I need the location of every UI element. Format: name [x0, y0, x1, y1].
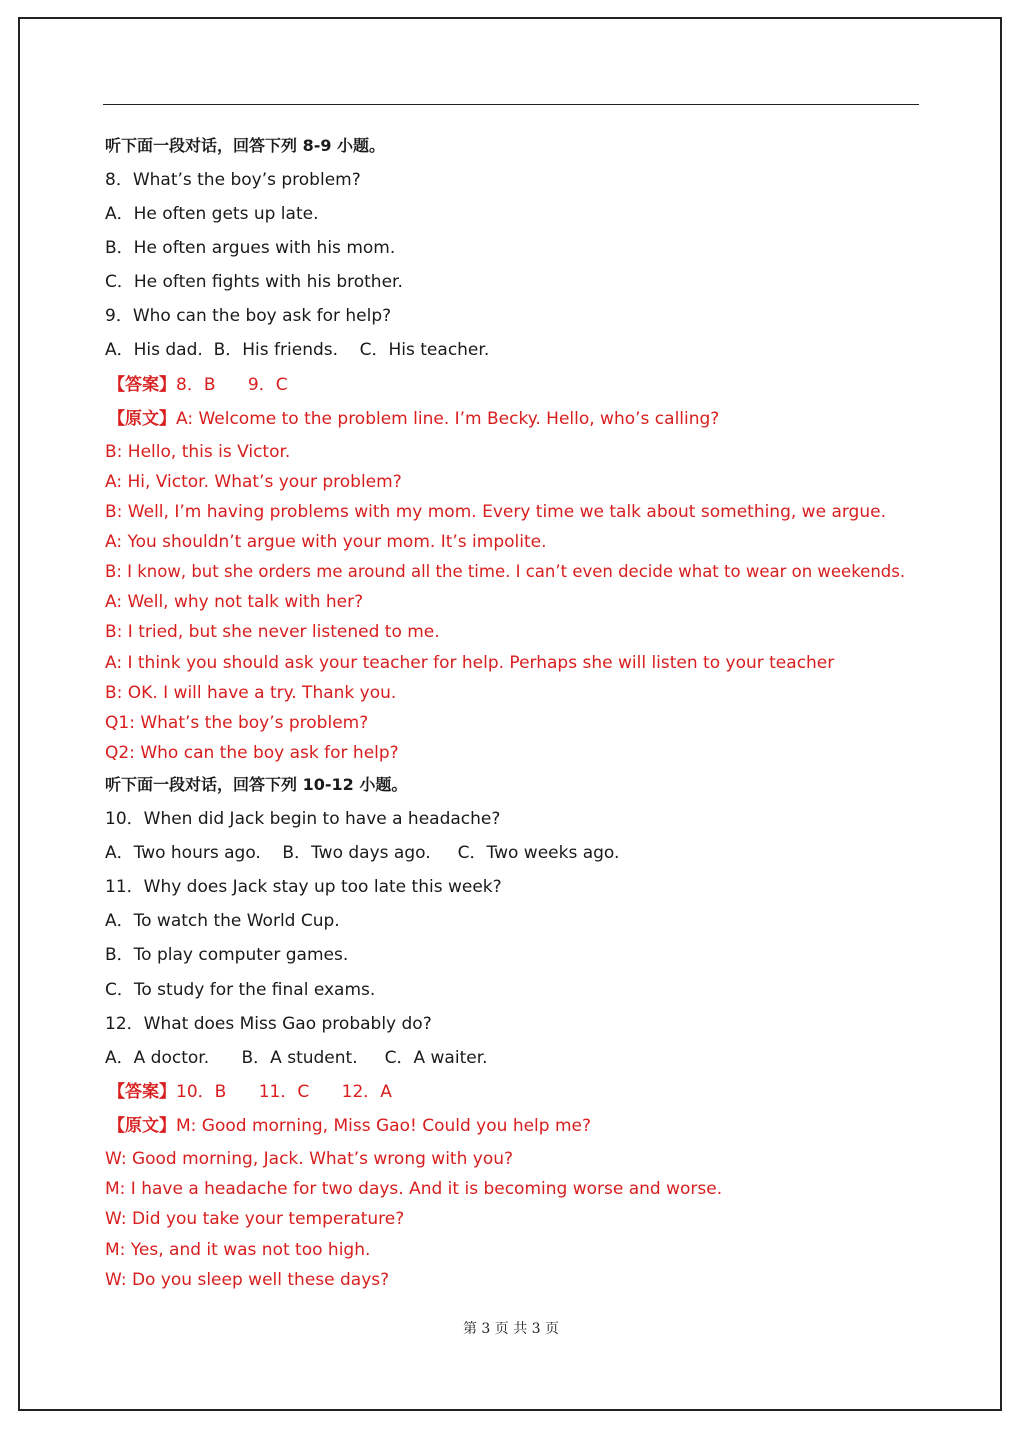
option-8b: B．He often argues with his mom.: [105, 238, 396, 258]
transcript-tag: 【原文】: [108, 1116, 176, 1136]
transcript-line: Q2: Who can the boy ask for help?: [105, 743, 399, 763]
page-number: 第 3 页 共 3 页: [462, 1321, 560, 1337]
transcript-line: M: Yes, and it was not too high.: [105, 1240, 371, 1260]
transcript-line: W: Do you sleep well these days?: [105, 1270, 390, 1290]
option-8c: C．He often fights with his brother.: [105, 272, 403, 292]
question-11: 11．Why does Jack stay up too late this week?: [105, 877, 502, 897]
option-8a: A．He often gets up late.: [105, 204, 319, 224]
answer-tag: 【答案】: [108, 1082, 176, 1102]
question-10: 10．When did Jack begin to have a headache?: [105, 809, 501, 829]
answer-tag: 【答案】: [108, 375, 176, 395]
section-heading-8-9: 听下面一段对话，回答下列 8-9 小题。: [105, 136, 386, 155]
transcript-line: M: I have a headache for two days. And it is becoming worse and worse.: [105, 1179, 723, 1199]
transcript-line: B: Well, I’m having problems with my mom. Every time we talk about something, we argue.: [105, 502, 886, 522]
transcript-first-line: [108, 1116, 591, 1136]
answer-text: 8．B 9．C: [176, 375, 288, 395]
transcript-line: A: Well, why not talk with her?: [105, 592, 364, 612]
option-11a: A．To watch the World Cup.: [105, 911, 340, 931]
question-12: 12．What does Miss Gao probably do?: [105, 1014, 432, 1034]
options-10: A．Two hours ago. B．Two days ago. C．Two weeks ago.: [105, 843, 620, 863]
option-11b: B．To play computer games.: [105, 945, 349, 965]
options-12: A．A doctor. B．A student. C．A waiter.: [105, 1048, 488, 1068]
answer-line-8-9: [108, 375, 288, 395]
transcript-line: W: Did you take your temperature?: [105, 1209, 405, 1229]
transcript-line: B: I know, but she orders me around all the time. I can’t even decide what to wear on weekends.: [105, 562, 906, 581]
question-8: 8．What’s the boy’s problem?: [105, 170, 361, 190]
transcript-line: B: I tried, but she never listened to me.: [105, 622, 440, 642]
transcript-line: A: You shouldn’t argue with your mom. It’s impolite.: [105, 532, 547, 552]
answer-line-10-12: [108, 1082, 392, 1102]
transcript-line: B: Hello, this is Victor.: [105, 442, 291, 462]
transcript-line: W: Good morning, Jack. What’s wrong with you?: [105, 1149, 514, 1169]
section-heading-10-12: 听下面一段对话，回答下列 10-12 小题。: [105, 775, 408, 794]
option-11c: C．To study for the final exams.: [105, 980, 376, 1000]
transcript-text: M: Good morning, Miss Gao! Could you help me?: [176, 1116, 592, 1136]
transcript-line: B: OK. I will have a try. Thank you.: [105, 683, 397, 703]
transcript-first-line: [108, 409, 719, 429]
options-9: A．His dad. B．His friends. C．His teacher.: [105, 340, 490, 360]
header-rule: [103, 104, 919, 105]
question-9: 9．Who can the boy ask for help?: [105, 306, 392, 326]
answer-text: 10．B 11．C 12．A: [176, 1082, 392, 1102]
transcript-tag: 【原文】: [108, 409, 176, 429]
transcript-line: A: Hi, Victor. What’s your problem?: [105, 472, 402, 492]
transcript-line: A: I think you should ask your teacher for help. Perhaps she will listen to your teacher: [105, 653, 835, 673]
transcript-text: A: Welcome to the problem line. I’m Becky. Hello, who’s calling?: [176, 409, 720, 429]
transcript-line: Q1: What’s the boy’s problem?: [105, 713, 369, 733]
